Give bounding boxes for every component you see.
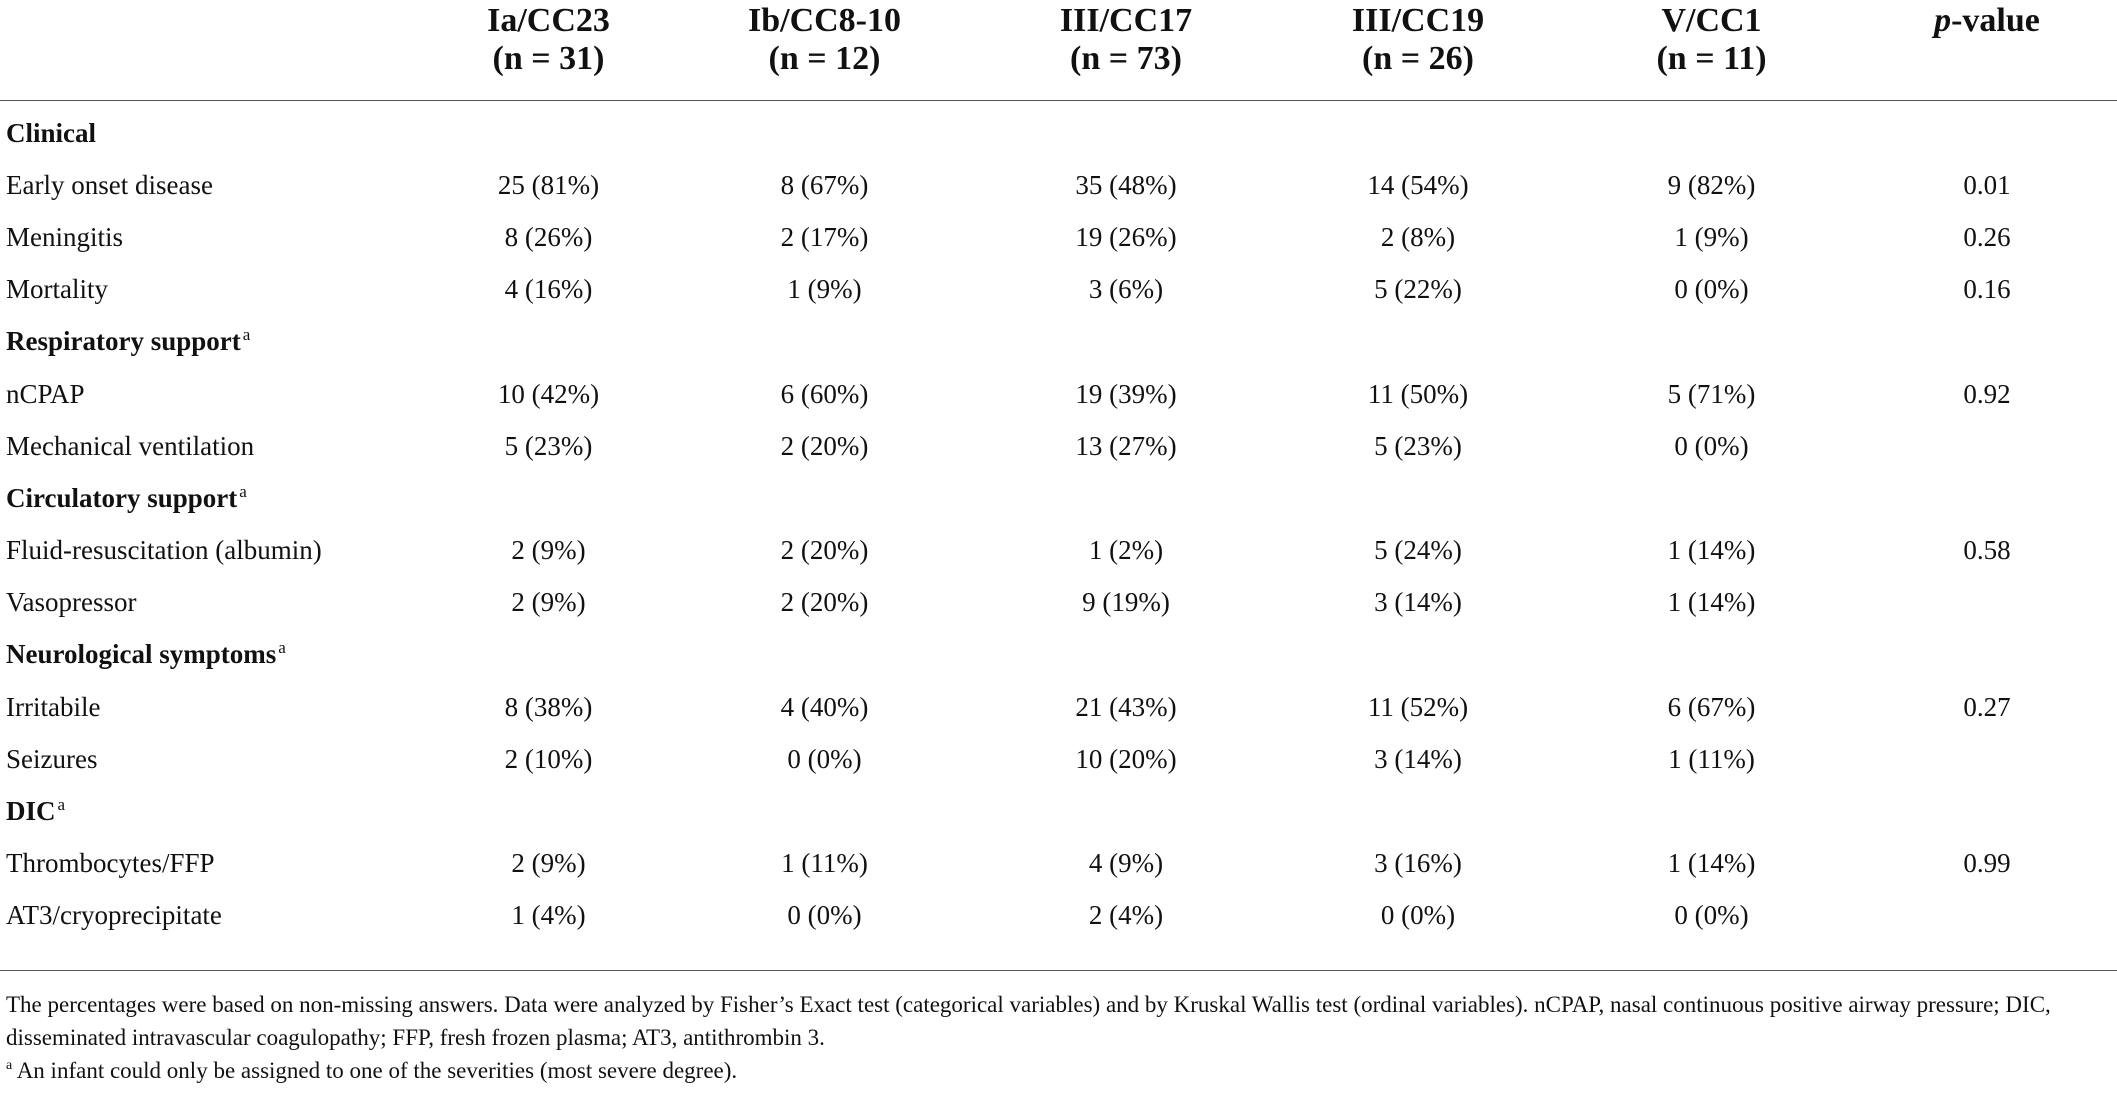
table-row [0, 263, 2117, 315]
table-cell: 5 (23%) [1374, 430, 1462, 461]
table-cell: 2 (20%) [780, 535, 869, 566]
table-row [0, 733, 2117, 785]
table-cell: 2 (20%) [780, 587, 869, 618]
table-cell: 2 (10%) [504, 743, 593, 774]
table-cell: 6 (60%) [780, 378, 869, 409]
table-cell: 4 (40%) [780, 691, 869, 722]
footnote-marker: a [57, 795, 66, 815]
p-value-cell [1857, 889, 2117, 941]
table-cell: 2 (17%) [780, 221, 869, 252]
p-value-cell: 0.26 [1963, 221, 2011, 252]
header-p-italic: p [1934, 2, 1952, 39]
header-p-value [1857, 0, 2117, 100]
header-group-name: Ia/CC23 [487, 2, 610, 39]
table-cell: 2 (9%) [511, 587, 586, 618]
row-label: Vasopressor [6, 587, 137, 618]
table-cell: 2 (20%) [780, 430, 869, 461]
header-group-name: Ib/CC8-10 [747, 2, 902, 39]
table-footnotes [6, 988, 2111, 1087]
section-title: Circulatory support [6, 482, 238, 513]
table-cell: 10 (20%) [1075, 743, 1177, 774]
table-cell: 0 (0%) [1674, 274, 1749, 305]
section-row [0, 100, 2117, 159]
table-cell: 3 (16%) [1374, 848, 1462, 879]
section-row [0, 628, 2117, 680]
section-title: Respiratory support [6, 326, 241, 357]
table-cell: 11 (52%) [1367, 691, 1469, 722]
footnote-a-text: An infant could only be assigned to one of the severities (most severe degree). [12, 1058, 738, 1083]
p-value-cell: 0.92 [1963, 378, 2011, 409]
table-cell: 4 (9%) [1088, 848, 1164, 879]
footnote-a-marker: a [6, 1058, 13, 1073]
p-value-cell [1857, 733, 2117, 785]
table-cell: 3 (14%) [1374, 743, 1462, 774]
table-row [0, 159, 2117, 211]
table-body [0, 100, 2117, 942]
footnote-a [6, 1054, 2111, 1087]
table-row [0, 889, 2117, 941]
section-heading [0, 785, 2117, 837]
table-cell: 5 (22%) [1374, 274, 1462, 305]
table-cell: 0 (0%) [787, 743, 862, 774]
table-cell: 5 (24%) [1374, 535, 1462, 566]
row-label: Fluid-resuscitation (albumin) [6, 535, 322, 566]
header-group-name: III/CC19 [1351, 2, 1485, 39]
table-cell: 0 (0%) [1674, 900, 1749, 931]
table-cell: 21 (43%) [1075, 691, 1177, 722]
table-cell: 19 (39%) [1075, 378, 1177, 409]
table-cell: 1 (14%) [1667, 587, 1756, 618]
table-cell: 9 (82%) [1667, 169, 1756, 200]
p-value-cell: 0.01 [1963, 169, 2011, 200]
table-cell: 0 (0%) [787, 900, 862, 931]
table-cell: 35 (48%) [1075, 169, 1177, 200]
section-heading [0, 628, 2117, 680]
header-group-iii-cc17 [982, 0, 1270, 100]
table-cell: 13 (27%) [1075, 430, 1177, 461]
footnote-marker: a [239, 481, 247, 501]
section-heading [0, 472, 2117, 524]
table-cell: 3 (14%) [1374, 587, 1462, 618]
p-value-cell: 0.16 [1963, 274, 2011, 305]
section-title: Clinical [6, 117, 97, 148]
p-value-cell [1857, 576, 2117, 628]
section-title: Neurological symptoms [6, 639, 277, 670]
table-cell: 2 (8%) [1380, 221, 1456, 252]
table-row [0, 681, 2117, 733]
table-cell: 8 (67%) [780, 169, 869, 200]
table-cell: 8 (26%) [504, 221, 593, 252]
table-cell: 5 (23%) [504, 430, 593, 461]
header-group-name: V/CC1 [1661, 2, 1762, 39]
table-row [0, 420, 2117, 472]
table-row [0, 211, 2117, 263]
section-row [0, 785, 2117, 837]
header-group-count: (n = 31) [492, 40, 605, 77]
table-cell: 10 (42%) [497, 378, 600, 409]
row-label: Seizures [6, 743, 98, 774]
row-label: Mechanical ventilation [6, 430, 255, 461]
table-cell: 1 (9%) [1674, 221, 1749, 252]
table-cell: 0 (0%) [1380, 900, 1456, 931]
header-label-column [0, 0, 430, 100]
table-cell: 4 (16%) [504, 274, 593, 305]
footnote-main: The percentages were based on non-missing answers. Data were analyzed by Fisher’s Exact test (categorical variables) and by Kruskal Wallis test (ordinal variables). nCPAP, nasal continuous positive airway pressure; DIC, disseminated intravascular coagulopathy; FFP, fresh frozen plasma; AT3, antithrombin 3. [6, 992, 2051, 1050]
header-row [0, 0, 2117, 100]
table-cell: 1 (2%) [1088, 535, 1164, 566]
p-value-cell: 0.58 [1963, 535, 2011, 566]
table-cell: 1 (4%) [511, 900, 586, 931]
row-label: nCPAP [6, 378, 85, 409]
table-cell: 9 (19%) [1082, 587, 1170, 618]
table-row [0, 524, 2117, 576]
table-bottom-rule [0, 970, 2117, 971]
section-row [0, 315, 2117, 367]
table-row [0, 837, 2117, 889]
section-row [0, 472, 2117, 524]
table-cell: 1 (11%) [1668, 743, 1755, 774]
table-cell: 2 (9%) [511, 535, 586, 566]
table-cell: 1 (9%) [787, 274, 862, 305]
table-cell: 14 (54%) [1367, 169, 1469, 200]
table-cell: 2 (4%) [1088, 900, 1164, 931]
table-cell: 5 (71%) [1667, 378, 1756, 409]
section-heading [0, 315, 2117, 367]
header-group-ib-cc8-10 [667, 0, 982, 100]
p-value-cell: 0.99 [1963, 848, 2011, 879]
table-cell: 3 (6%) [1088, 274, 1164, 305]
table-cell: 0 (0%) [1674, 430, 1749, 461]
row-label: Meningitis [6, 221, 124, 252]
header-group-count: (n = 26) [1362, 40, 1474, 77]
header-group-count: (n = 73) [1070, 40, 1182, 77]
table-header [0, 0, 2117, 100]
table-cell: 1 (14%) [1667, 848, 1756, 879]
header-group-v-cc1 [1566, 0, 1857, 100]
section-heading [0, 100, 2117, 159]
table-cell: 1 (11%) [781, 848, 868, 879]
row-label: Mortality [6, 274, 108, 305]
row-label: Thrombocytes/FFP [6, 848, 215, 879]
table-row [0, 576, 2117, 628]
header-group-name: III/CC17 [1059, 2, 1193, 39]
header-group-ia-cc23 [430, 0, 667, 100]
table-cell: 8 (38%) [504, 691, 593, 722]
p-value-cell: 0.27 [1963, 691, 2011, 722]
p-value-cell [1857, 420, 2117, 472]
footnote-marker: a [242, 325, 251, 345]
table-cell: 19 (26%) [1075, 221, 1177, 252]
table-row [0, 367, 2117, 419]
section-title: DIC [6, 796, 56, 827]
table-cell: 2 (9%) [511, 848, 586, 879]
header-group-count: (n = 12) [768, 40, 881, 77]
header-group-count: (n = 11) [1656, 40, 1767, 77]
table-cell: 25 (81%) [497, 169, 600, 200]
table-cell: 1 (14%) [1667, 535, 1756, 566]
table-cell: 11 (50%) [1367, 378, 1469, 409]
table-cell: 6 (67%) [1667, 691, 1756, 722]
row-label: Early onset disease [6, 169, 213, 200]
header-p-rest: -value [1951, 2, 2040, 39]
footnote-marker: a [278, 638, 286, 658]
header-group-iii-cc19 [1270, 0, 1566, 100]
row-label: Irritabile [6, 691, 101, 722]
row-label: AT3/cryoprecipitate [6, 900, 222, 931]
